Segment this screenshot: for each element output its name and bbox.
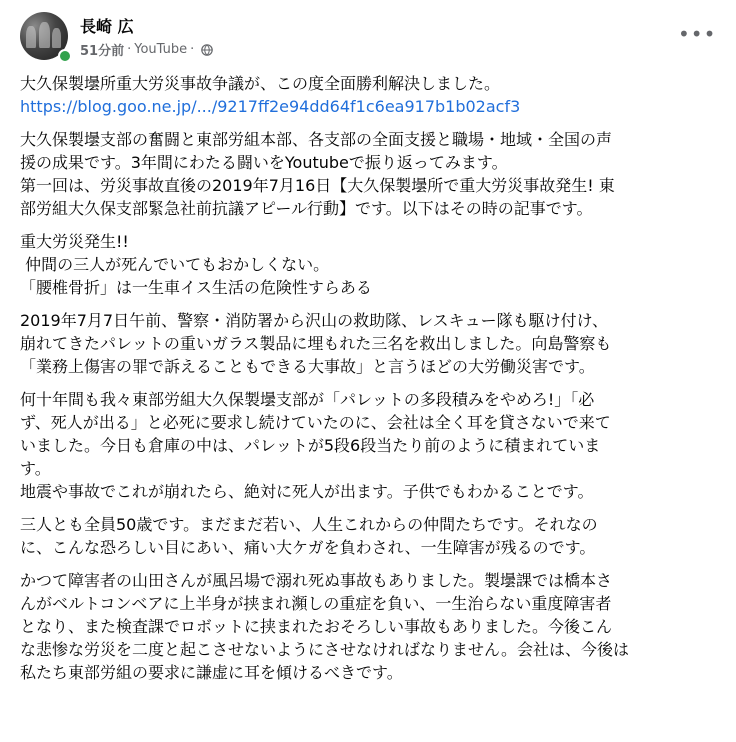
post-paragraph (20, 309, 720, 378)
paragraph-line: 何十年間も我々東部労組大久保製壜支部が「パレットの多段積みをやめろ!」「必 (20, 390, 595, 409)
avatar-figure (26, 26, 36, 48)
post-body (20, 72, 720, 694)
post-paragraph (20, 128, 720, 220)
avatar-figure (52, 28, 61, 48)
paragraph-line: 私たち東部労組の要求に謙虚に耳を傾けるべきです。 (20, 663, 403, 682)
paragraph-line: ず、死人が出る」と必死に要求し続けていたのに、会社は全く耳を貸さないで来て (20, 413, 611, 432)
post-meta (80, 40, 213, 59)
post-header (20, 12, 720, 62)
external-link[interactable]: https://blog.goo.ne.jp/.../9217ff2e94dd64f1c6ea917b1b02acf3 (20, 97, 521, 116)
paragraph-line: んがベルトコンベアに上半身が挟まれ瀕しの重症を負い、一生治らない重度障害者 (20, 594, 612, 613)
meta-separator: · (190, 42, 195, 57)
paragraph-line: 仲間の三人が死んでいてもおかしくない。 (20, 255, 330, 274)
author-name[interactable]: 長崎 広 (80, 17, 134, 36)
paragraph-line: 大久保製壜所重大労災事故争議が、この度全面勝利解決しました。 (20, 74, 501, 93)
paragraph-line: 2019年7月7日午前、警察・消防署から沢山の救助隊、レスキュー隊も駆け付け、 (20, 311, 608, 330)
paragraph-line: 「業務上傷害の罪で訴えることもできる大事故」と言うほどの大労働災害です。 (20, 357, 595, 376)
more-options-icon[interactable]: ••• (678, 22, 717, 46)
paragraph-line: いました。今日も倉庫の中は、パレットが5段6段当たり前のように積まれていま (20, 436, 601, 455)
paragraph-line: 「腰椎骨折」は一生車イス生活の危険性すらある (20, 278, 372, 297)
paragraph-line: 部労組大久保支部緊急社前抗議アピール行動】です。以下はその時の記事です。 (20, 199, 593, 218)
post-paragraph (20, 388, 720, 503)
paragraph-line: 大久保製壜支部の奮闘と東部労組本部、各支部の全面支援と職場・地域・全国の声 (20, 130, 613, 149)
paragraph-line: となり、また検査課でロボットに挟まれたおそろしい事故もありました。今後こん (20, 617, 613, 636)
globe-icon[interactable] (201, 44, 213, 56)
paragraph-line: す。 (20, 459, 51, 478)
post-source: YouTube (134, 42, 188, 57)
post-paragraph (20, 569, 720, 684)
post-paragraph (20, 72, 720, 118)
paragraph-line: 地震や事故でこれが崩れたら、絶対に死人が出ます。子供でもわかることです。 (20, 482, 594, 501)
paragraph-line: 援の成果です。3年間にわたる闘いをYoutubeで振り返ってみます。 (20, 153, 508, 172)
paragraph-line: 重大労災発生!! (20, 232, 129, 251)
avatar-figure (39, 22, 50, 48)
paragraph-line: 三人とも全員50歳です。まだまだ若い、人生これからの仲間たちです。それなの (20, 515, 598, 534)
post-timestamp[interactable]: 51分前 (80, 44, 125, 59)
post-paragraph (20, 513, 720, 559)
meta-separator: · (127, 42, 132, 57)
paragraph-line: かつて障害者の山田さんが風呂場で溺れ死ぬ事故もありました。製壜課では橋本さ (20, 571, 613, 590)
paragraph-line: な悲惨な労災を二度と起こさせないようにさせなければなりません。会社は、今後は (20, 640, 629, 659)
online-status-dot (58, 49, 72, 63)
post-paragraph (20, 230, 720, 299)
paragraph-line: 崩れてきたパレットの重いガラス製品に埋もれた三名を救出しました。向島警察も (20, 334, 612, 353)
paragraph-line: に、こんな恐ろしい目にあい、痛い大ケガを負わされ、一生障害が残るのです。 (20, 538, 596, 557)
paragraph-line: 第一回は、労災事故直後の2019年7月16日【大久保製壜所で重大労災事故発生! 東 (20, 176, 615, 195)
